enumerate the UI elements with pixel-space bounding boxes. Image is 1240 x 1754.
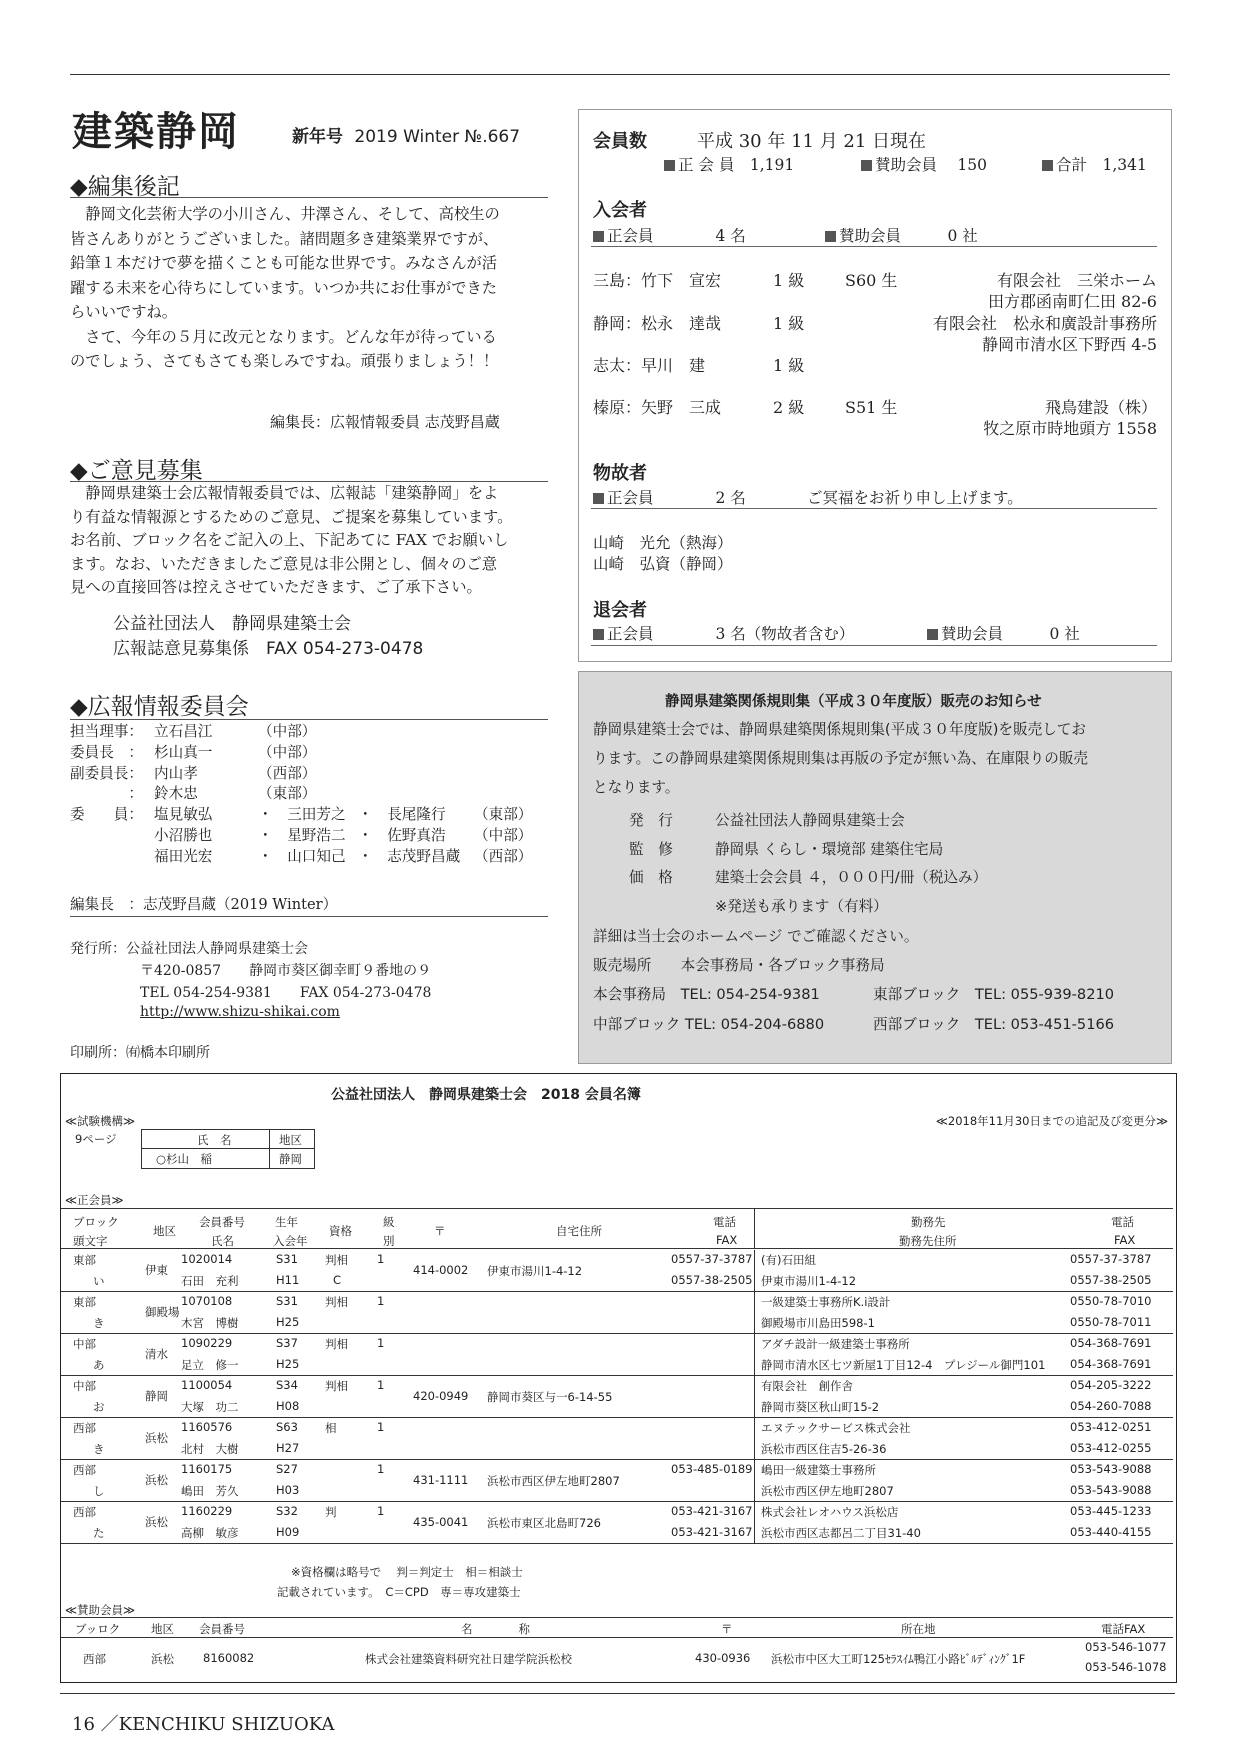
roster-cell-birth: S31	[276, 1294, 298, 1308]
roster-cell-name: 北村 大樹	[181, 1442, 239, 1456]
member-support-count: 賛助会員 150	[861, 153, 987, 175]
roster-row-rule	[61, 1543, 1173, 1544]
notice-shipping: ※発送も承ります（有料）	[715, 898, 888, 915]
notice-supervisor-label: 監 修	[629, 841, 673, 858]
roster-cell-zip: 420-0949	[413, 1389, 469, 1403]
roster-cell-num: 1160576	[181, 1420, 233, 1434]
joined-member-grade: 1 級	[773, 356, 805, 375]
notice-supervisor: 静岡県 くらし・環境部 建築住宅局	[715, 841, 944, 858]
roster-divider	[754, 1250, 755, 1292]
col-home: 自宅住所	[556, 1224, 602, 1238]
roster-cell-num: 1160229	[181, 1504, 233, 1518]
publisher-url[interactable]: http://www.shizu-shikai.com	[140, 1004, 340, 1020]
roster-cell-q1: 判	[325, 1505, 337, 1519]
col-block: ブロック	[73, 1215, 119, 1229]
roster-divider	[754, 1334, 755, 1376]
roster-cell-q1: 判相	[325, 1253, 348, 1267]
editorial-line: らいいですね。	[70, 303, 178, 321]
notice-office-east: 東部ブロック TEL: 055-939-8210	[873, 986, 1115, 1003]
roster-cell-work: 嶋田一級建築士事務所	[761, 1463, 876, 1477]
roster-cell-name: 足立 修一	[181, 1358, 239, 1372]
notice-line: 静岡県建築士会では、静岡県建築関係規則集(平成３０年度版)を販売してお	[593, 721, 1086, 738]
support-col-area: 地区	[151, 1622, 174, 1636]
roster-cell-wfax: 053-412-0255	[1070, 1441, 1152, 1455]
editorial-heading: ◆編集後記	[70, 174, 180, 200]
notice-issuer-label: 発 行	[629, 812, 673, 829]
roster-cell-tel: 0557-37-3787	[671, 1252, 753, 1266]
roster-cell-initial: き	[93, 1316, 105, 1330]
committee-heading: ◆広報情報委員会	[70, 694, 249, 720]
roster-cell-waddr: 浜松市西区住吉5-26-36	[761, 1442, 887, 1456]
roster-cell-join: H08	[276, 1399, 300, 1413]
roster-divider	[754, 1418, 755, 1460]
roster-cell-block: 中部	[73, 1337, 96, 1351]
roster-divider	[754, 1502, 755, 1544]
roster-cell-num: 1090229	[181, 1336, 233, 1350]
bottom-rule	[60, 1693, 1175, 1694]
roster-cell-wfax: 054-368-7691	[1070, 1357, 1152, 1371]
left-rule	[591, 645, 1157, 646]
deceased-rule	[591, 508, 1157, 509]
roster-cell-grade: 1	[377, 1252, 385, 1266]
roster-cell-block: 東部	[73, 1253, 96, 1267]
roster-cell-wtel: 0557-37-3787	[1070, 1252, 1152, 1266]
committee-rule	[70, 719, 548, 720]
roster-cell-join: H03	[276, 1483, 300, 1497]
deceased-message: ご冥福をお祈り申し上げます。	[807, 489, 1023, 507]
support-num: 8160082	[203, 1651, 255, 1665]
roster-cell-grade: 1	[377, 1504, 385, 1518]
support-block: 西部	[83, 1652, 106, 1666]
roster-cell-zip: 431-1111	[413, 1473, 469, 1487]
roster-cell-initial: お	[93, 1400, 105, 1414]
editorial-line: 皆さんありがとうございました。諸問題多き建築業界ですが、	[70, 229, 499, 248]
issue-info	[292, 122, 520, 147]
publisher-rule	[70, 916, 548, 917]
notice-details: 詳細は当士会のホームページ でご確認ください。	[593, 928, 919, 945]
roster-cell-wfax: 0550-78-7011	[1070, 1315, 1152, 1329]
roster-cell-block: 西部	[73, 1421, 96, 1435]
publisher-name: 発行所：公益社団法人静岡県建築士会	[70, 941, 308, 957]
roster-cell-wtel: 053-412-0251	[1070, 1420, 1152, 1434]
deceased-name: 山崎 光允（熱海）	[593, 534, 733, 552]
roster-cell-birth: S37	[276, 1336, 298, 1350]
joined-member-birth: S60 生	[845, 271, 898, 290]
roster-cell-home: 伊東市湯川1-4-12	[487, 1264, 583, 1278]
roster-cell-area: 清水	[145, 1347, 168, 1361]
roster-cell-waddr: 伊東市湯川1-4-12	[761, 1274, 857, 1288]
col-work-address: 勤務先住所	[899, 1234, 957, 1248]
roster-cell-home: 浜松市東区北島町726	[487, 1516, 601, 1530]
col-work: 勤務先	[911, 1215, 946, 1229]
mini-area: 静岡	[279, 1152, 302, 1166]
roster-cell-join: H25	[276, 1357, 300, 1371]
col-zip: 〒	[434, 1224, 446, 1238]
roster-cell-block: 西部	[73, 1463, 96, 1477]
notice-office-central: 中部ブロック TEL: 054-204-6880	[593, 1016, 825, 1033]
committee-row: 小沼勝也 ・ 星野浩二 ・ 佐野真浩 （中部）	[154, 826, 533, 844]
notice-line: ります。この静岡県建築関係規則集は再版の予定が無い為、在庫限りの販売	[593, 750, 1089, 767]
editorial-body	[70, 202, 548, 374]
roster-cell-area: 浜松	[145, 1515, 168, 1529]
member-count-date: 平成 30 年 11 月 21 日現在	[697, 131, 927, 152]
roster-cell-area: 浜松	[145, 1431, 168, 1445]
roster-cell-work: エヌテックサービス株式会社	[761, 1421, 911, 1435]
roster-cell-initial: し	[93, 1484, 105, 1498]
col-initial: 頭文字	[73, 1234, 108, 1248]
member-total-count: 合計 1,341	[1042, 153, 1147, 175]
col-area: 地区	[153, 1224, 176, 1238]
opinions-heading: ◆ご意見募集	[70, 458, 203, 484]
support-tel: 053-546-1077	[1085, 1640, 1167, 1654]
member-roster	[60, 1073, 1177, 1683]
roster-cell-join: H25	[276, 1315, 300, 1329]
roster-update-note: ≪2018年11月30日までの追記及び変更分≫	[935, 1114, 1168, 1128]
issue-label: 新年号	[292, 127, 343, 147]
roster-row-rule	[61, 1333, 1173, 1334]
roster-cell-q2: C	[333, 1273, 342, 1287]
opinions-line: 静岡県建築士会広報情報委員では、広報誌「建築静岡」をよ	[70, 484, 499, 502]
committee-row: 担当理事： 立石昌江 （中部）	[70, 723, 317, 740]
roster-cell-waddr: 浜松市西区伊左地町2807	[761, 1484, 894, 1498]
roster-cell-join: H11	[276, 1273, 300, 1287]
committee-list	[70, 722, 548, 868]
page-footer: 16 ／KENCHIKU SHIZUOKA	[72, 1714, 335, 1735]
opinions-contact-org: 公益社団法人 静岡県建築士会	[113, 614, 351, 634]
support-col-zip: 〒	[721, 1622, 733, 1636]
top-rule	[70, 74, 1170, 75]
joined-heading: 入会者	[593, 200, 647, 221]
support-name: 株式会社建築資料研究社日建学院浜松校	[365, 1652, 572, 1666]
deceased-name: 山崎 弘資（静岡）	[593, 555, 733, 573]
roster-cell-work: (有)石田組	[761, 1253, 816, 1267]
committee-row: 委員長 ： 杉山真一 （中部）	[70, 743, 317, 761]
notice-price-label: 価 格	[629, 869, 673, 886]
editorial-line: さて、今年の５月に改元となります。どんな年が待っている	[70, 327, 497, 346]
roster-cell-wtel: 054-205-3222	[1070, 1378, 1152, 1392]
roster-cell-name: 嶋田 芳久	[181, 1484, 239, 1498]
joined-member-name: 志太：早川 建	[593, 356, 706, 375]
col-work-tel: 電話	[1111, 1215, 1134, 1229]
roster-cell-num: 1020014	[181, 1252, 233, 1266]
support-col-tel: 電話FAX	[1101, 1622, 1146, 1636]
member-regular-count: 正 会 員 1,191	[664, 153, 794, 175]
roster-cell-area: 浜松	[145, 1473, 168, 1487]
opinions-line: お名前、ブロック名をご記入の上、下記あてに FAX でお願いし	[70, 531, 509, 549]
roster-cell-tel: 053-485-0189	[671, 1462, 753, 1476]
roster-cell-block: 西部	[73, 1505, 96, 1519]
committee-row: 副委員長： 内山孝 （西部）	[70, 764, 317, 782]
opinions-contact-fax: 広報誌意見募集係 FAX 054-273-0478	[113, 639, 424, 659]
roster-legend-1: ※資格欄は略号で 判＝判定士 相＝相談士	[291, 1565, 523, 1579]
publisher-address: 〒420-0857 静岡市葵区御幸町９番地の９	[140, 963, 432, 979]
roster-divider	[754, 1460, 755, 1502]
roster-cell-waddr: 御殿場市川島田598-1	[761, 1316, 875, 1330]
roster-cell-q1: 判相	[325, 1379, 348, 1393]
deceased-regular: 正会員 2 名	[593, 486, 746, 508]
roster-cell-name: 木宮 博樹	[181, 1316, 239, 1330]
roster-row-rule	[61, 1501, 1173, 1502]
roster-row-rule	[61, 1417, 1173, 1418]
editorial-line: 鉛筆１本だけで夢を描くことも可能な世界です。みなさんが活	[70, 254, 498, 272]
roster-cell-home: 静岡市葵区与一6-14-55	[487, 1390, 613, 1404]
committee-editor: 編集長 ：志茂野昌蔵（2019 Winter）	[70, 896, 338, 913]
roster-divider	[754, 1292, 755, 1334]
roster-cell-q1: 判相	[325, 1337, 348, 1351]
roster-cell-num: 1070108	[181, 1294, 233, 1308]
deceased-heading: 物故者	[593, 463, 647, 484]
roster-cell-initial: き	[93, 1442, 105, 1456]
roster-cell-waddr: 静岡市清水区七ツ新屋1丁目12-4 プレジール御門101	[761, 1358, 1046, 1372]
roster-cell-zip: 435-0041	[413, 1515, 469, 1529]
roster-cell-name: 大塚 功二	[181, 1400, 239, 1414]
notice-title: 静岡県建築関係規則集（平成３０年度版）販売のお知らせ	[665, 694, 1042, 710]
support-fax: 053-546-1078	[1085, 1660, 1167, 1674]
committee-row: ： 鈴木忠 （東部）	[70, 785, 317, 803]
opinions-body	[70, 482, 548, 600]
joined-member-name: 榛原：矢野 三成	[593, 398, 722, 417]
member-count-label: 会員数	[593, 131, 647, 152]
notice-issuer: 公益社団法人静岡県建築士会	[715, 812, 905, 829]
col-name: 氏名	[211, 1234, 234, 1248]
testing-mini-table	[141, 1129, 315, 1169]
editorial-rule	[70, 197, 548, 198]
opinions-line: り有益な情報源とするためのご意見、ご提案を募集しています。	[70, 507, 513, 526]
support-col-name: 名 称	[461, 1622, 530, 1636]
editorial-signature: 編集長：広報情報委員 志茂野昌蔵	[270, 413, 500, 431]
roster-cell-tel: 053-421-3167	[671, 1504, 753, 1518]
roster-cell-initial: あ	[93, 1358, 105, 1372]
roster-cell-birth: S31	[276, 1252, 298, 1266]
roster-cell-work: 株式会社レオハウス浜松店	[761, 1505, 899, 1519]
support-col-num: 会員番号	[199, 1622, 245, 1636]
mini-area-header: 地区	[279, 1133, 302, 1147]
roster-cell-area: 静岡	[145, 1389, 168, 1403]
committee-row: 委 員： 塩見敏弘 ・ 三田芳之 ・ 長尾隆行 （東部）	[70, 806, 533, 824]
notice-sales-location: 販売場所 本会事務局・各ブロック事務局	[593, 957, 885, 974]
member-stats-box	[578, 109, 1172, 662]
support-addr: 浜松市中区大工町125ｾﾗｽｲﾑ鴨江小路ﾋﾞﾙﾃﾞｨﾝｸﾞ1F	[771, 1652, 1026, 1666]
roster-cell-num: 1100054	[181, 1378, 233, 1392]
joined-member-birth: S51 生	[845, 398, 898, 417]
notice-office-main: 本会事務局 TEL: 054-254-9381	[593, 986, 820, 1003]
magazine-title: 建築静岡	[72, 109, 240, 155]
roster-cell-q1: 相	[325, 1421, 337, 1435]
roster-divider	[754, 1376, 755, 1418]
roster-cell-zip: 414-0002	[413, 1263, 469, 1277]
roster-cell-grade: 1	[377, 1420, 385, 1434]
joined-member-address: 田方郡函南町仁田 82-6	[987, 292, 1157, 311]
joined-member-grade: 1 級	[773, 271, 805, 290]
committee-row: 福田光宏 ・ 山口知己 ・ 志茂野昌蔵 （西部）	[154, 847, 533, 865]
roster-page-ref: 9ページ	[75, 1132, 117, 1146]
joined-member-company: 有限会社 三栄ホーム	[996, 271, 1157, 290]
joined-member-grade: 1 級	[773, 314, 805, 333]
mini-name: ○杉山 稲	[156, 1152, 213, 1166]
left-regular: 正会員 3 名（物故者含む）	[593, 622, 854, 644]
roster-cell-wfax: 054-260-7088	[1070, 1399, 1152, 1413]
mini-name-header: 氏 名	[197, 1133, 232, 1147]
roster-cell-fax: 0557-38-2505	[671, 1273, 753, 1287]
roster-regular-heading: ≪正会員≫	[65, 1193, 124, 1207]
roster-cell-birth: S34	[276, 1378, 298, 1392]
roster-cell-fax: 053-421-3167	[671, 1525, 753, 1539]
joined-member-grade: 2 級	[773, 398, 805, 417]
printer-info: 印刷所：㈲橋本印刷所	[70, 1045, 210, 1061]
regulations-notice-box	[578, 671, 1172, 1064]
col-fax: FAX	[716, 1233, 738, 1247]
roster-cell-wfax: 053-543-9088	[1070, 1483, 1152, 1497]
roster-cell-work: 有限会社 創作舎	[761, 1379, 853, 1393]
roster-cell-wfax: 0557-38-2505	[1070, 1273, 1152, 1287]
roster-cell-wtel: 0550-78-7010	[1070, 1294, 1152, 1308]
joined-support: 賛助会員 0 社	[825, 224, 978, 246]
roster-cell-grade: 1	[377, 1462, 385, 1476]
joined-member-address: 牧之原市時地頭方 1558	[983, 419, 1157, 438]
roster-cell-initial: た	[93, 1526, 105, 1540]
roster-cell-birth: S63	[276, 1420, 298, 1434]
left-heading: 退会者	[593, 600, 647, 621]
joined-member-company: 有限会社 松永和廣設計事務所	[932, 314, 1157, 333]
roster-row-rule	[61, 1375, 1173, 1376]
issue-number: 2019 Winter №.667	[354, 127, 521, 147]
col-grade: 級	[383, 1215, 395, 1229]
editorial-line: 躍する未来を心待ちにしています。いつか共にお仕事ができた	[70, 278, 498, 297]
joined-member-company: 飛鳥建設（株）	[1044, 398, 1157, 417]
col-birth: 生年	[275, 1215, 298, 1229]
roster-cell-initial: い	[93, 1274, 105, 1288]
roster-legend-2: 記載されています。 C＝CPD 専＝専攻建築士	[277, 1585, 521, 1599]
left-support: 賛助会員 0 社	[927, 622, 1080, 644]
joined-member-name: 三島：竹下 宣宏	[593, 271, 722, 290]
notice-office-west: 西部ブロック TEL: 053-451-5166	[873, 1016, 1115, 1033]
opinions-line: 見への直接回答は控えさせていただきます、ご了承下さい。	[70, 578, 482, 596]
roster-cell-wfax: 053-440-4155	[1070, 1525, 1152, 1539]
roster-cell-work: 一級建築士事務所K.i設計	[761, 1295, 891, 1309]
roster-cell-waddr: 浜松市西区志都呂二丁目31-40	[761, 1526, 921, 1540]
roster-cell-grade: 1	[377, 1378, 385, 1392]
joined-member-address: 静岡市清水区下野西 4-5	[982, 335, 1157, 354]
support-col-addr: 所在地	[901, 1622, 936, 1636]
roster-cell-waddr: 静岡市葵区秋山町15-2	[761, 1400, 880, 1414]
roster-cell-grade: 1	[377, 1336, 385, 1350]
opinions-line: ます。なお、いただきましたご意見は非公開とし、個々のご意	[70, 554, 498, 573]
editorial-line: 静岡文化芸術大学の小川さん、井澤さん、そして、高校生の	[70, 205, 500, 223]
roster-cell-grade: 1	[377, 1294, 385, 1308]
roster-cell-block: 中部	[73, 1379, 96, 1393]
publisher-phone: TEL 054-254-9381 FAX 054-273-0478	[140, 985, 432, 1001]
joined-regular: 正会員 4 名	[593, 224, 746, 246]
roster-testing-heading: ≪試験機構≫	[65, 1114, 136, 1128]
roster-cell-name: 石田 充利	[181, 1274, 239, 1288]
support-zip: 430-0936	[695, 1651, 751, 1665]
joined-rule	[591, 246, 1157, 247]
roster-cell-area: 伊東	[145, 1263, 168, 1277]
col-tel: 電話	[713, 1215, 736, 1229]
col-qual: 資格	[329, 1224, 352, 1238]
notice-price: 建築士会会員 ４，０００円/冊（税込み）	[715, 869, 988, 886]
roster-cell-birth: S27	[276, 1462, 298, 1476]
roster-cell-work: アダチ設計一級建築士事務所	[761, 1337, 910, 1351]
roster-cell-join: H27	[276, 1441, 300, 1455]
roster-support-heading: ≪賛助会員≫	[65, 1603, 136, 1617]
roster-cell-name: 高柳 敏彦	[181, 1526, 239, 1540]
roster-cell-area: 御殿場	[145, 1305, 180, 1319]
col-num: 会員番号	[199, 1215, 245, 1229]
support-area: 浜松	[151, 1652, 174, 1666]
roster-cell-birth: S32	[276, 1504, 298, 1518]
roster-title: 公益社団法人 静岡県建築士会 2018 会員名簿	[331, 1087, 641, 1103]
joined-member-name: 静岡：松永 達哉	[593, 314, 722, 333]
col-work-fax: FAX	[1114, 1233, 1136, 1247]
roster-cell-wtel: 053-543-9088	[1070, 1462, 1152, 1476]
roster-cell-wtel: 053-445-1233	[1070, 1504, 1152, 1518]
roster-row-rule	[61, 1291, 1173, 1292]
roster-cell-home: 浜松市西区伊左地町2807	[487, 1474, 620, 1488]
notice-line: となります。	[593, 779, 680, 796]
support-col-block: ブッロク	[75, 1622, 121, 1636]
roster-cell-q1: 判相	[325, 1295, 348, 1309]
col-join: 入会年	[273, 1234, 308, 1248]
roster-cell-wtel: 054-368-7691	[1070, 1336, 1152, 1350]
col-grade-2: 別	[383, 1234, 395, 1248]
roster-cell-block: 東部	[73, 1295, 96, 1309]
editorial-line: のでしょう、さてもさても楽しみですね。頑張りましょう！！	[70, 352, 499, 370]
roster-cell-join: H09	[276, 1525, 300, 1539]
roster-cell-num: 1160175	[181, 1462, 233, 1476]
roster-row-rule	[61, 1459, 1173, 1460]
